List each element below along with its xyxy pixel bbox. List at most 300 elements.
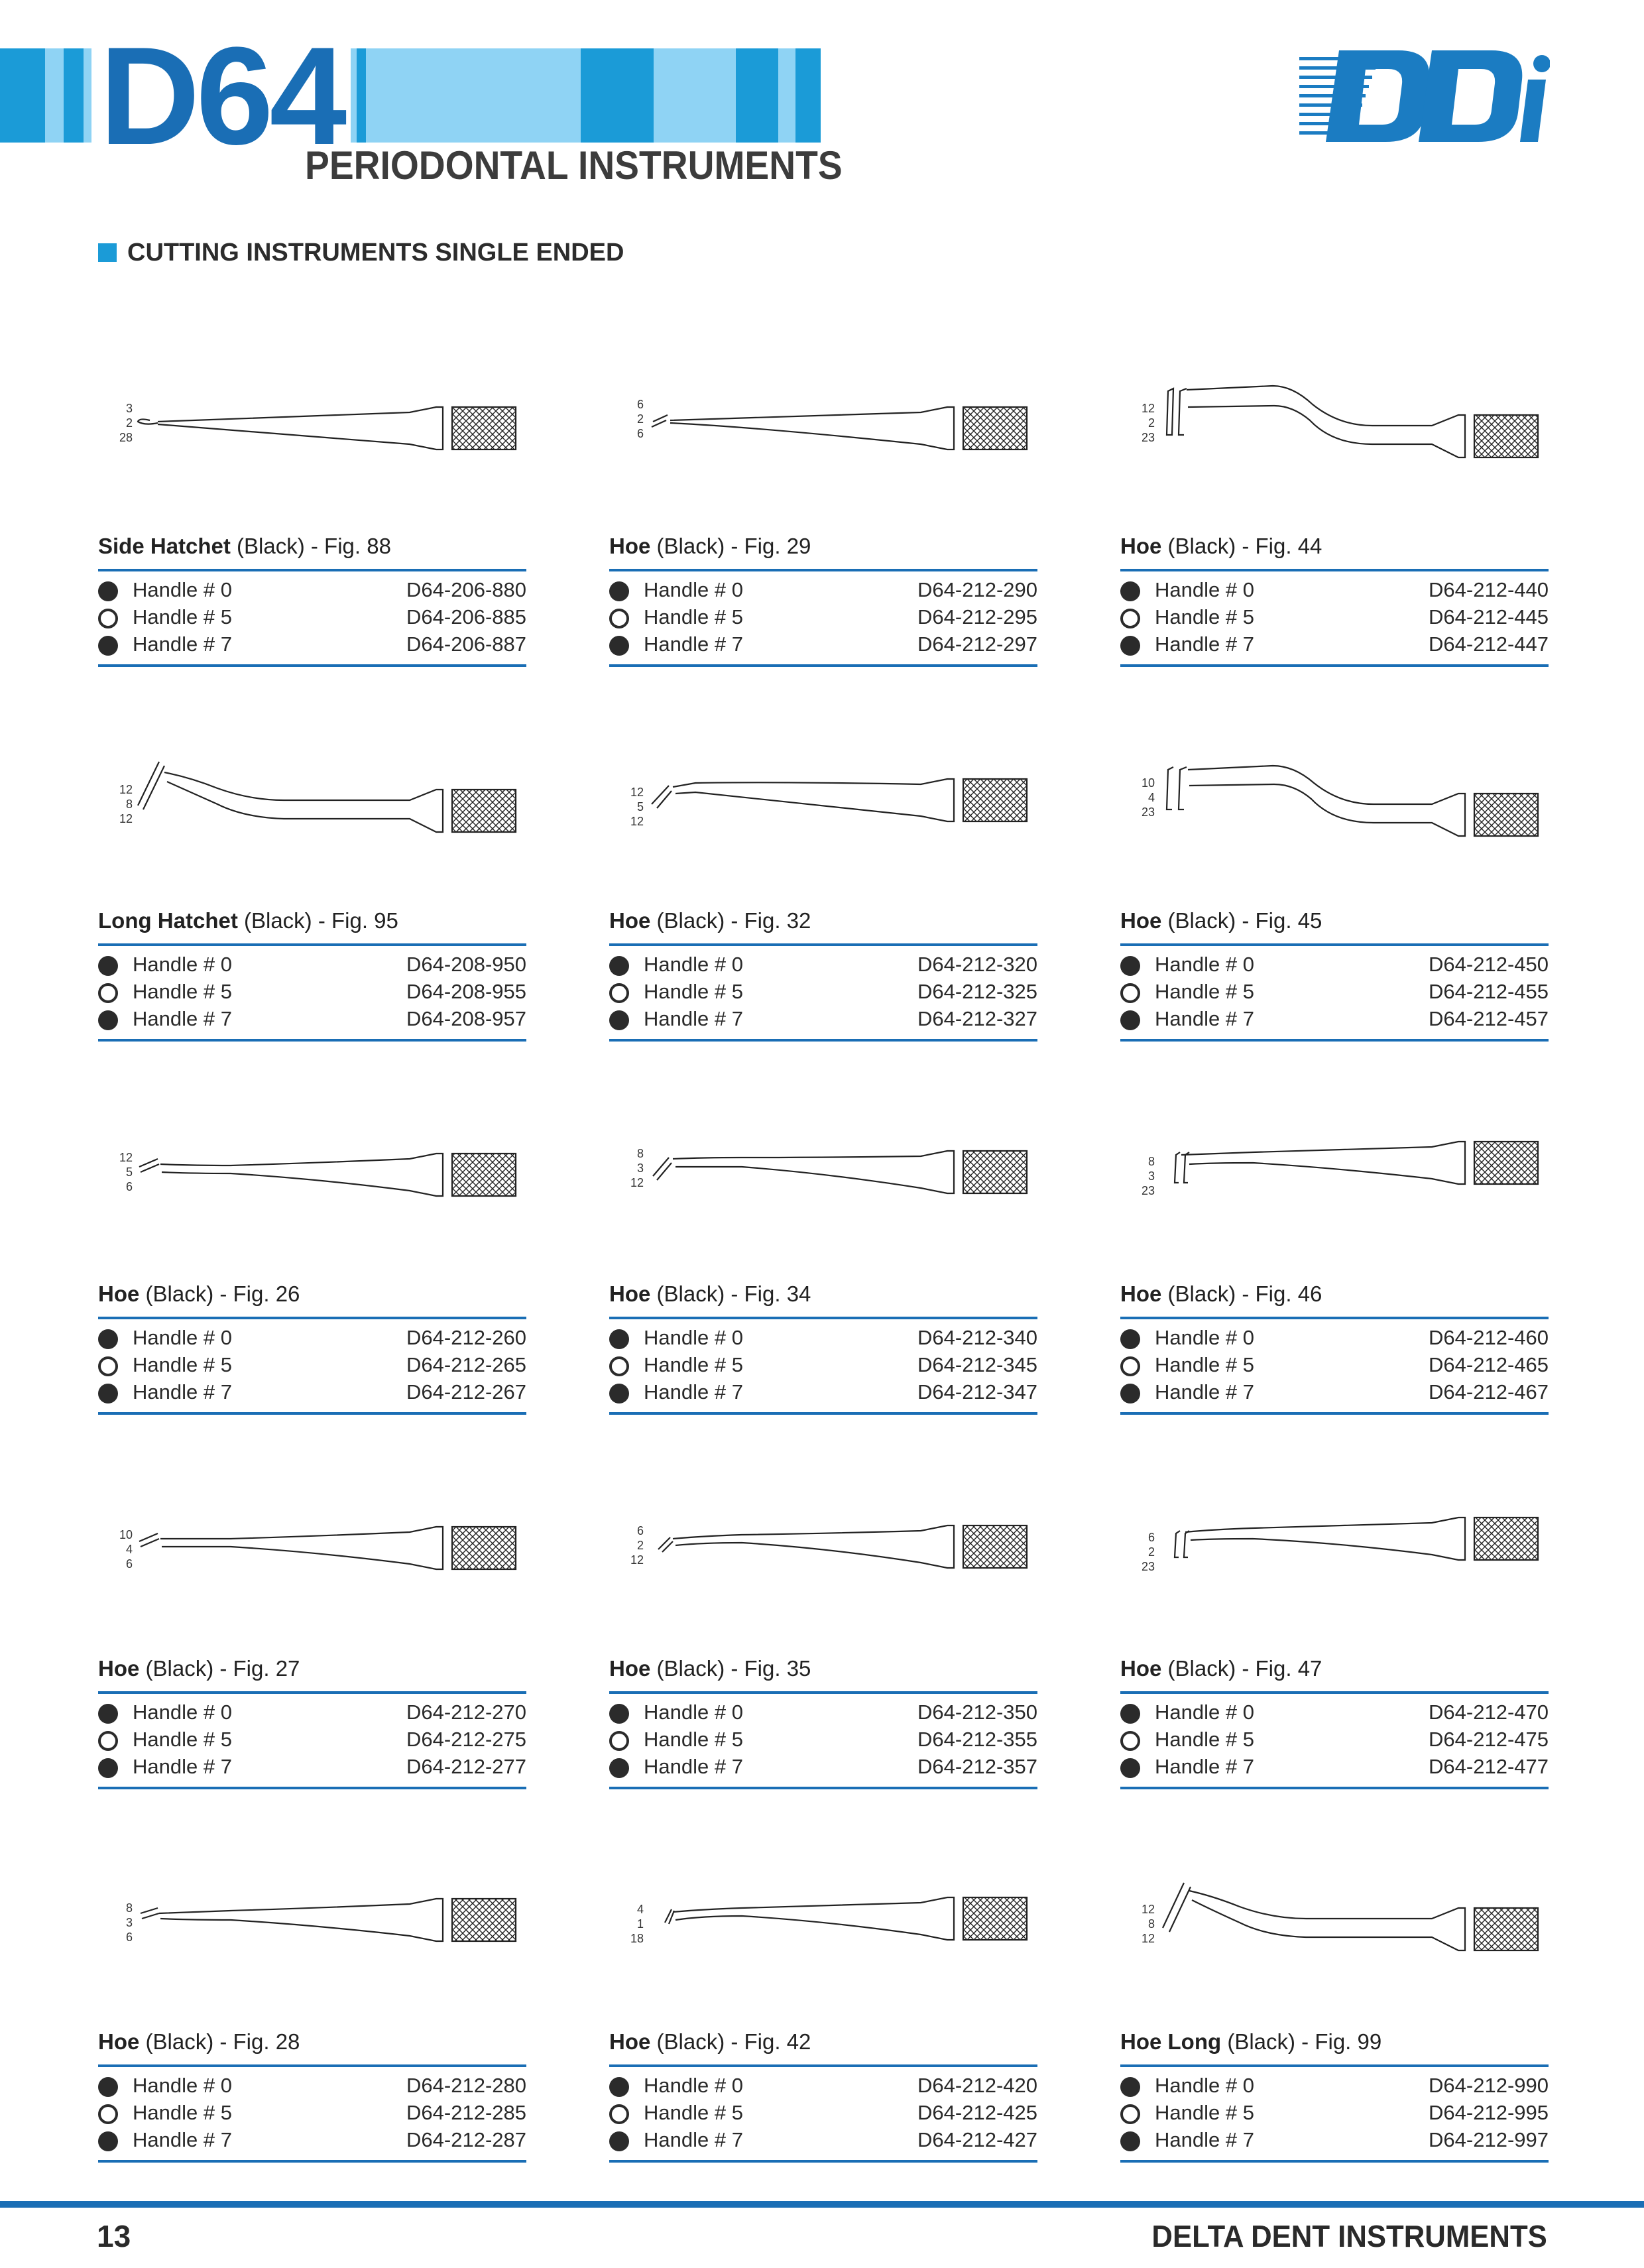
footer-rule xyxy=(0,2201,1644,2208)
handle-row xyxy=(98,1701,526,1728)
handle-label: Handle # 5 xyxy=(1155,1353,1254,1376)
open-circle-icon xyxy=(609,983,629,1003)
knurled-handle xyxy=(963,1897,1027,1940)
filled-circle-icon xyxy=(609,1758,629,1778)
handle-label: Handle # 7 xyxy=(1155,1007,1254,1030)
section-heading xyxy=(98,239,624,267)
open-circle-icon xyxy=(609,1731,629,1751)
instrument-tip xyxy=(658,1537,673,1552)
table-rule xyxy=(609,1787,1037,1789)
table-rule xyxy=(98,569,526,571)
table-rule xyxy=(98,2064,526,2067)
instrument-figure: (Black) - Fig. 99 xyxy=(1221,2029,1382,2054)
table-rule xyxy=(609,1317,1037,1319)
instrument-shaft xyxy=(1181,1142,1465,1184)
handle-label: Handle # 7 xyxy=(133,1380,232,1403)
handle-label: Handle # 5 xyxy=(1155,980,1254,1003)
instrument-shaft xyxy=(164,772,443,832)
instrument-figure: (Black) - Fig. 27 xyxy=(139,1656,300,1681)
dimension-label: 2 xyxy=(125,416,133,430)
handle-row xyxy=(98,1380,526,1407)
instrument-drawing xyxy=(98,1874,526,1980)
instrument-shaft xyxy=(673,1897,954,1940)
instrument-name: Hoe xyxy=(1120,1656,1162,1681)
filled-circle-icon xyxy=(1120,1758,1140,1778)
instrument-tip xyxy=(138,419,158,424)
handle-row xyxy=(1120,2101,1549,2128)
instrument-drawing xyxy=(1120,1126,1549,1232)
handle-row xyxy=(609,953,1037,980)
handle-label: Handle # 7 xyxy=(1155,2128,1254,2151)
table-rule xyxy=(1120,1039,1549,1042)
dimension-label: 23 xyxy=(1141,431,1155,444)
instrument-drawing xyxy=(1120,1874,1549,1980)
table-rule xyxy=(98,1691,526,1694)
product-code: D64-212-295 xyxy=(917,605,1037,628)
handle-row xyxy=(609,1007,1037,1034)
filled-circle-icon xyxy=(1120,2131,1140,2151)
handle-row xyxy=(98,2074,526,2101)
product-code: D64-208-957 xyxy=(406,1007,526,1030)
filled-circle-icon xyxy=(98,1704,118,1724)
dimension-label: 18 xyxy=(630,1932,644,1945)
handle-row xyxy=(1120,578,1549,605)
handle-label: Handle # 0 xyxy=(644,1701,743,1724)
product-code: D64-212-465 xyxy=(1429,1353,1549,1376)
dimension-label: 2 xyxy=(1147,1545,1155,1559)
handle-label: Handle # 0 xyxy=(644,578,743,601)
open-circle-icon xyxy=(98,2104,118,2124)
filled-circle-icon xyxy=(98,1010,118,1030)
knurled-handle xyxy=(1474,1518,1538,1560)
instrument-title xyxy=(1120,908,1322,933)
instrument-figure: (Black) - Fig. 47 xyxy=(1161,1656,1322,1681)
instrument-drawing xyxy=(98,752,526,859)
instrument-title xyxy=(1120,534,1322,559)
handle-row xyxy=(1120,1326,1549,1353)
handle-row xyxy=(1120,1728,1549,1755)
catalog-code: D64 xyxy=(91,27,351,166)
dimension-label: 6 xyxy=(125,1557,133,1571)
knurled-handle xyxy=(452,790,516,832)
filled-circle-icon xyxy=(609,2131,629,2151)
instrument-tip xyxy=(1175,1152,1189,1183)
open-circle-icon xyxy=(1120,983,1140,1003)
instrument-tip xyxy=(1175,1531,1189,1557)
filled-circle-icon xyxy=(609,636,629,656)
dimension-label: 12 xyxy=(119,1151,133,1164)
dimension-label: 6 xyxy=(636,1524,644,1537)
handle-row xyxy=(609,1326,1037,1353)
instrument-tip xyxy=(652,415,668,427)
knurled-handle xyxy=(452,407,516,449)
instrument-name: Hoe xyxy=(98,2029,140,2054)
dimension-label: 6 xyxy=(1147,1531,1155,1544)
knurled-handle xyxy=(963,407,1027,449)
table-rule xyxy=(98,2160,526,2163)
dimension-label: 2 xyxy=(636,1539,644,1552)
handle-row xyxy=(1120,2128,1549,2155)
product-code: D64-206-880 xyxy=(406,578,526,601)
instrument-title xyxy=(98,908,398,933)
handle-row xyxy=(609,980,1037,1007)
handle-row xyxy=(98,605,526,632)
product-code: D64-208-955 xyxy=(406,980,526,1003)
handle-label: Handle # 7 xyxy=(644,2128,743,2151)
instrument-figure: (Black) - Fig. 28 xyxy=(139,2029,300,2054)
product-code: D64-212-997 xyxy=(1429,2128,1549,2151)
knurled-handle xyxy=(452,1899,516,1941)
handle-label: Handle # 0 xyxy=(1155,2074,1254,2097)
instrument-drawing xyxy=(1120,752,1549,859)
instrument-shaft xyxy=(159,1899,443,1941)
product-code: D64-212-345 xyxy=(917,1353,1037,1376)
page-subtitle: PERIODONTAL INSTRUMENTS xyxy=(305,143,843,188)
instrument-drawing xyxy=(1120,1500,1549,1606)
handle-row xyxy=(1120,1007,1549,1034)
instrument-tip xyxy=(653,1158,672,1180)
handle-row xyxy=(98,980,526,1007)
handle-label: Handle # 5 xyxy=(133,980,232,1003)
open-circle-icon xyxy=(98,1356,118,1376)
handle-row xyxy=(1120,1353,1549,1380)
handle-label: Handle # 0 xyxy=(133,953,232,976)
product-code: D64-212-467 xyxy=(1429,1380,1549,1403)
filled-circle-icon xyxy=(609,1704,629,1724)
handle-label: Handle # 0 xyxy=(133,578,232,601)
handle-label: Handle # 5 xyxy=(644,1353,743,1376)
instrument-shaft xyxy=(670,407,954,449)
filled-circle-icon xyxy=(609,2077,629,2097)
handle-label: Handle # 5 xyxy=(644,2101,743,2124)
instrument-tip xyxy=(1167,388,1187,435)
dimension-label: 12 xyxy=(630,786,644,799)
handle-row xyxy=(609,605,1037,632)
product-code: D64-212-320 xyxy=(917,953,1037,976)
dimension-label: 12 xyxy=(630,815,644,828)
product-code: D64-212-447 xyxy=(1429,632,1549,656)
handle-label: Handle # 7 xyxy=(644,1380,743,1403)
product-code: D64-212-475 xyxy=(1429,1728,1549,1751)
handle-label: Handle # 0 xyxy=(133,1701,232,1724)
product-code: D64-212-277 xyxy=(406,1755,526,1778)
handle-row xyxy=(98,1755,526,1782)
instrument-name: Hoe xyxy=(98,1282,140,1306)
product-code: D64-212-275 xyxy=(406,1728,526,1751)
instrument-name: Hoe xyxy=(609,534,651,558)
instrument-figure: (Black) - Fig. 34 xyxy=(650,1282,811,1306)
handle-label: Handle # 5 xyxy=(133,1728,232,1751)
dimension-label: 23 xyxy=(1141,1184,1155,1197)
product-code: D64-212-280 xyxy=(406,2074,526,2097)
handle-label: Handle # 5 xyxy=(133,2101,232,2124)
product-code: D64-212-995 xyxy=(1429,2101,1549,2124)
dimension-label: 8 xyxy=(125,1901,133,1915)
handle-row xyxy=(98,2101,526,2128)
dimension-label: 12 xyxy=(630,1553,644,1567)
handle-label: Handle # 0 xyxy=(1155,1701,1254,1724)
product-code: D64-212-440 xyxy=(1429,578,1549,601)
table-rule xyxy=(609,569,1037,571)
instrument-drawing xyxy=(98,378,526,484)
handle-row xyxy=(609,2101,1037,2128)
instrument-title xyxy=(609,1656,811,1681)
open-circle-icon xyxy=(1120,2104,1140,2124)
product-code: D64-212-267 xyxy=(406,1380,526,1403)
knurled-handle xyxy=(963,1525,1027,1568)
handle-label: Handle # 0 xyxy=(133,1326,232,1349)
handle-row xyxy=(609,578,1037,605)
table-rule xyxy=(609,1039,1037,1042)
filled-circle-icon xyxy=(98,2077,118,2097)
instrument-tip xyxy=(141,1908,159,1919)
open-circle-icon xyxy=(609,1356,629,1376)
dimension-label: 4 xyxy=(1147,791,1155,804)
dimension-label: 12 xyxy=(1141,1903,1155,1916)
product-code: D64-212-990 xyxy=(1429,2074,1549,2097)
handle-row xyxy=(98,1728,526,1755)
dimension-label: 8 xyxy=(125,798,133,811)
filled-circle-icon xyxy=(98,636,118,656)
instrument-tip xyxy=(139,1533,159,1547)
product-code: D64-212-477 xyxy=(1429,1755,1549,1778)
handle-label: Handle # 5 xyxy=(644,980,743,1003)
table-rule xyxy=(1120,569,1549,571)
handle-label: Handle # 0 xyxy=(1155,1326,1254,1349)
handle-row xyxy=(609,632,1037,660)
dimension-label: 10 xyxy=(1141,776,1155,790)
table-rule xyxy=(609,1691,1037,1694)
handle-label: Handle # 7 xyxy=(133,632,232,656)
handle-row xyxy=(1120,953,1549,980)
instrument-shaft xyxy=(1187,386,1465,457)
filled-circle-icon xyxy=(98,956,118,976)
table-rule xyxy=(98,664,526,667)
handle-label: Handle # 7 xyxy=(644,632,743,656)
dimension-label: 6 xyxy=(125,1931,133,1944)
handle-row xyxy=(609,2128,1037,2155)
filled-circle-icon xyxy=(1120,1384,1140,1403)
table-rule xyxy=(98,1787,526,1789)
handle-label: Handle # 5 xyxy=(1155,605,1254,628)
open-circle-icon xyxy=(1120,1731,1140,1751)
table-rule xyxy=(1120,2064,1549,2067)
ddi-logo xyxy=(1299,46,1550,146)
product-code: D64-212-285 xyxy=(406,2101,526,2124)
product-code: D64-212-287 xyxy=(406,2128,526,2151)
footer-brand: DELTA DENT INSTRUMENTS xyxy=(1151,2219,1547,2253)
handle-row xyxy=(98,2128,526,2155)
knurled-handle xyxy=(1474,794,1538,836)
open-circle-icon xyxy=(98,983,118,1003)
instrument-shaft xyxy=(1185,1518,1465,1560)
handle-row xyxy=(98,1007,526,1034)
product-code: D64-212-290 xyxy=(917,578,1037,601)
dimension-label: 28 xyxy=(119,431,133,444)
handle-label: Handle # 0 xyxy=(644,2074,743,2097)
handle-row xyxy=(98,1326,526,1353)
instrument-title xyxy=(609,1282,811,1307)
instrument-figure: (Black) - Fig. 46 xyxy=(1161,1282,1322,1306)
instrument-figure: (Black) - Fig. 88 xyxy=(230,534,391,558)
instrument-title xyxy=(1120,2029,1381,2055)
open-circle-icon xyxy=(98,609,118,628)
instrument-title xyxy=(98,2029,300,2055)
handle-row xyxy=(1120,2074,1549,2101)
table-rule xyxy=(609,2064,1037,2067)
filled-circle-icon xyxy=(609,956,629,976)
dimension-label: 5 xyxy=(636,800,644,813)
instrument-tip xyxy=(1167,767,1187,809)
handle-label: Handle # 7 xyxy=(644,1007,743,1030)
instrument-title xyxy=(609,908,811,933)
dimension-label: 4 xyxy=(125,1543,133,1556)
product-code: D64-212-297 xyxy=(917,632,1037,656)
filled-circle-icon xyxy=(1120,956,1140,976)
bullet-square-icon xyxy=(98,243,117,262)
open-circle-icon xyxy=(98,1731,118,1751)
instrument-title xyxy=(98,1656,300,1681)
instrument-name: Long Hatchet xyxy=(98,908,238,933)
table-rule xyxy=(1120,1787,1549,1789)
dimension-label: 12 xyxy=(630,1176,644,1189)
handle-label: Handle # 0 xyxy=(644,1326,743,1349)
filled-circle-icon xyxy=(609,1384,629,1403)
open-circle-icon xyxy=(609,609,629,628)
dimension-label: 6 xyxy=(125,1180,133,1193)
instrument-figure: (Black) - Fig. 29 xyxy=(650,534,811,558)
instrument-title xyxy=(1120,1656,1322,1681)
dimension-label: 12 xyxy=(1141,1932,1155,1945)
instrument-figure: (Black) - Fig. 35 xyxy=(650,1656,811,1681)
handle-row xyxy=(609,1728,1037,1755)
handle-row xyxy=(98,953,526,980)
instrument-drawing xyxy=(98,1126,526,1232)
filled-circle-icon xyxy=(1120,2077,1140,2097)
product-code: D64-212-427 xyxy=(917,2128,1037,2151)
product-code: D64-212-445 xyxy=(1429,605,1549,628)
product-code: D64-212-355 xyxy=(917,1728,1037,1751)
instrument-drawing xyxy=(609,1500,1037,1606)
instrument-drawing xyxy=(1120,378,1549,484)
table-rule xyxy=(609,943,1037,946)
handle-row xyxy=(1120,605,1549,632)
instrument-name: Hoe xyxy=(609,1282,651,1306)
handle-label: Handle # 0 xyxy=(1155,578,1254,601)
product-code: D64-212-460 xyxy=(1429,1326,1549,1349)
page-header xyxy=(0,0,1644,199)
product-code: D64-212-470 xyxy=(1429,1701,1549,1724)
filled-circle-icon xyxy=(98,581,118,601)
filled-circle-icon xyxy=(98,1384,118,1403)
table-rule xyxy=(98,1039,526,1042)
handle-label: Handle # 7 xyxy=(1155,632,1254,656)
table-rule xyxy=(1120,1317,1549,1319)
product-code: D64-212-425 xyxy=(917,2101,1037,2124)
knurled-handle xyxy=(1474,1142,1538,1184)
filled-circle-icon xyxy=(609,581,629,601)
handle-row xyxy=(1120,1755,1549,1782)
instrument-figure: (Black) - Fig. 44 xyxy=(1161,534,1322,558)
dimension-label: 3 xyxy=(125,402,133,415)
instrument-shaft xyxy=(158,407,443,449)
instrument-name: Hoe xyxy=(609,2029,651,2054)
product-code: D64-212-450 xyxy=(1429,953,1549,976)
open-circle-icon xyxy=(609,2104,629,2124)
instrument-tip xyxy=(138,762,164,809)
filled-circle-icon xyxy=(609,1329,629,1349)
table-rule xyxy=(1120,664,1549,667)
open-circle-icon xyxy=(1120,609,1140,628)
handle-label: Handle # 0 xyxy=(133,2074,232,2097)
dimension-label: 2 xyxy=(1147,416,1155,430)
instrument-name: Hoe xyxy=(609,1656,651,1681)
product-code: D64-212-325 xyxy=(917,980,1037,1003)
handle-row xyxy=(98,1353,526,1380)
product-code: D64-206-885 xyxy=(406,605,526,628)
instrument-shaft xyxy=(1189,1891,1465,1950)
table-rule xyxy=(1120,2160,1549,2163)
instrument-name: Hoe xyxy=(1120,908,1162,933)
instrument-shaft xyxy=(673,1525,954,1568)
table-rule xyxy=(98,943,526,946)
handle-row xyxy=(98,578,526,605)
instrument-name: Hoe xyxy=(1120,1282,1162,1306)
product-code: D64-212-455 xyxy=(1429,980,1549,1003)
table-rule xyxy=(609,2160,1037,2163)
table-rule xyxy=(1120,1412,1549,1415)
handle-label: Handle # 5 xyxy=(133,605,232,628)
product-code: D64-206-887 xyxy=(406,632,526,656)
handle-label: Handle # 7 xyxy=(133,1755,232,1778)
product-code: D64-212-457 xyxy=(1429,1007,1549,1030)
table-rule xyxy=(609,664,1037,667)
product-code: D64-212-340 xyxy=(917,1326,1037,1349)
filled-circle-icon xyxy=(1120,636,1140,656)
dimension-label: 12 xyxy=(1141,402,1155,415)
table-rule xyxy=(98,1317,526,1319)
filled-circle-icon xyxy=(1120,1329,1140,1349)
page-number: 13 xyxy=(97,2219,131,2253)
instrument-name: Hoe xyxy=(609,908,651,933)
dimension-label: 3 xyxy=(1147,1169,1155,1183)
filled-circle-icon xyxy=(98,2131,118,2151)
knurled-handle xyxy=(963,1151,1027,1193)
instrument-drawing xyxy=(98,1500,526,1606)
dimension-label: 2 xyxy=(636,412,644,426)
instrument-shaft xyxy=(673,1151,954,1193)
handle-label: Handle # 5 xyxy=(644,1728,743,1751)
dimension-label: 8 xyxy=(1147,1917,1155,1931)
product-code: D64-212-347 xyxy=(917,1380,1037,1403)
instrument-title xyxy=(1120,1282,1322,1307)
filled-circle-icon xyxy=(1120,1704,1140,1724)
instrument-name: Side Hatchet xyxy=(98,534,231,558)
instrument-drawing xyxy=(609,378,1037,484)
instrument-figure: (Black) - Fig. 32 xyxy=(650,908,811,933)
dimension-label: 6 xyxy=(636,427,644,440)
dimension-label: 23 xyxy=(1141,806,1155,819)
handle-label: Handle # 5 xyxy=(1155,2101,1254,2124)
instrument-figure: (Black) - Fig. 95 xyxy=(237,908,398,933)
dimension-label: 8 xyxy=(1147,1155,1155,1168)
handle-row xyxy=(609,1353,1037,1380)
handle-label: Handle # 0 xyxy=(1155,953,1254,976)
instrument-shaft xyxy=(673,779,954,821)
instrument-tip xyxy=(1163,1883,1191,1932)
handle-label: Handle # 7 xyxy=(133,2128,232,2151)
product-code: D64-212-350 xyxy=(917,1701,1037,1724)
